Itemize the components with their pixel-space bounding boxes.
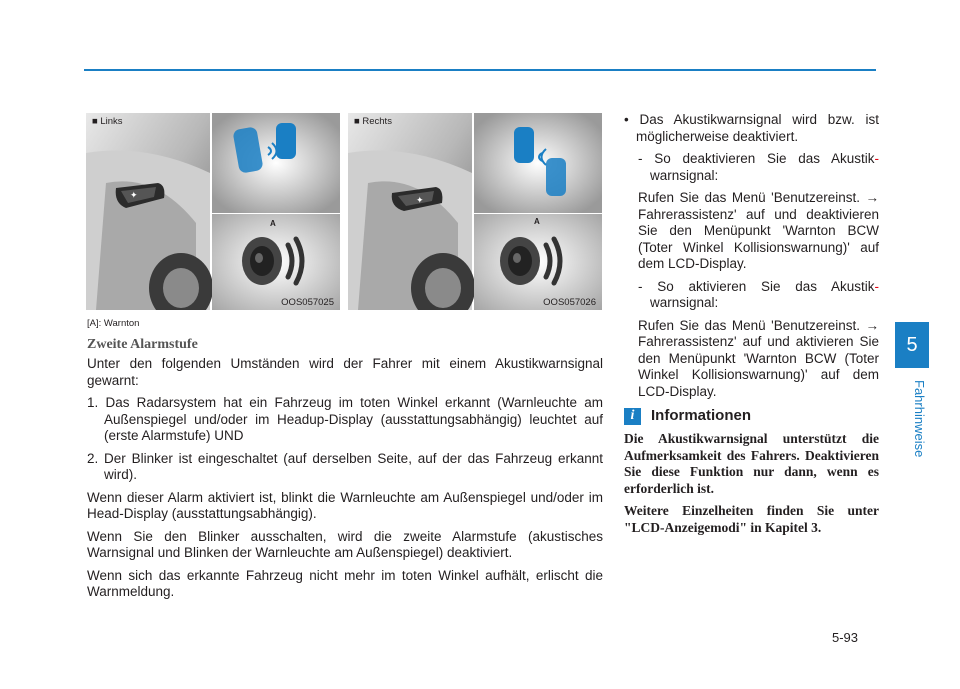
figure-code-right: OOS057026: [543, 297, 596, 308]
figure-label-left: ■ Links: [92, 116, 123, 127]
figure-caption: [A]: Warnton: [87, 318, 140, 329]
info-heading: [624, 408, 879, 425]
info-paragraph-2: Weitere Einzelheiten finden Sie unter "LCD-Anzeigemodi" in Kapitel 3.: [624, 503, 879, 535]
bullet-item: • Das Akustikwarnsignal wird bzw. ist möglicherweise deaktiviert.: [624, 112, 879, 144]
figure-label-right: ■ Rechts: [354, 116, 392, 127]
deactivate-instructions: Rufen Sie das Menü 'Benutzereinst. → Fahrerassistenz' auf und deaktivieren Sie den Menüpunkt 'Warnton BCW (Toter Winkel Kollisionswarnung)' auf dem LCD-Display.: [638, 190, 879, 271]
hyphen-mark: -: [874, 151, 879, 166]
top-rule: [84, 69, 876, 71]
deactivate-step: [624, 151, 879, 184]
left-column: [87, 356, 603, 607]
deactivate-step-cont: warnsignal:: [650, 167, 719, 183]
info-icon: i: [624, 408, 641, 425]
info-paragraph-1: Die Akustikwarnsignal unterstützt die Aufmerksamkeit des Fahrers. Deaktivieren Sie diese Funktion nur dann, wenn es erforderlich ist.: [624, 431, 879, 496]
chapter-title: Fahrhinweise: [912, 380, 927, 458]
paragraph-1: Wenn dieser Alarm aktiviert ist, blinkt die Warnleuchte am Außenspiegel und/oder im Head-Display (ausstattungsabhängig).: [87, 489, 603, 521]
activate-step-cont: warnsignal:: [650, 295, 719, 310]
deactivate-step-text: - So deaktivieren Sie das Akustik: [638, 151, 875, 166]
svg-text:✦: ✦: [130, 191, 138, 201]
activate-step-text: - So aktivieren Sie das Akustik: [638, 278, 875, 294]
figure-code-left: OOS057025: [281, 297, 334, 308]
section-heading: Zweite Alarmstufe: [87, 337, 198, 352]
figure-left: [86, 113, 340, 310]
page-number: 5-93: [832, 630, 859, 645]
right-column: [624, 112, 879, 542]
list-item-1: 1. Das Radarsystem hat ein Fahrzeug im toten Winkel erkannt (Warnleuchte am Außenspiegel und/oder im Headup-Display (ausstattungsabhängig) leuchtet auf (erste Alarmstufe) UND: [87, 395, 603, 443]
hyphen-mark: -: [874, 278, 879, 294]
mirror-illustration-right: [348, 113, 602, 310]
figure-right: [348, 113, 602, 310]
info-title: Informationen: [651, 407, 751, 425]
figure-marker-a-right: A: [534, 217, 540, 226]
intro-paragraph: Unter den folgenden Umständen wird der Fahrer mit einem Akustikwarnsignal gewarnt:: [87, 356, 603, 388]
activate-instructions: Rufen Sie das Menü 'Benutzereinst. → Fahrerassistenz' auf und aktivieren Sie den Menüpunkt 'Warnton BCW (Toter Winkel Kollisionswarnung)' auf dem LCD-Display.: [638, 317, 879, 399]
figure-marker-a-left: A: [270, 219, 276, 228]
activate-step: [624, 279, 879, 312]
mirror-illustration-left: [86, 113, 340, 310]
chapter-tab: 5: [895, 322, 929, 368]
list-item-2: 2. Der Blinker ist eingeschaltet (auf derselben Seite, auf der das Fahrzeug erkannt wird).: [87, 450, 603, 482]
paragraph-2: Wenn Sie den Blinker ausschalten, wird die zweite Alarmstufe (akustisches Warnsignal und Blinken der Warnleuchte am Außenspiegel) deaktiviert.: [87, 528, 603, 560]
svg-text:✦: ✦: [416, 196, 424, 206]
paragraph-3: Wenn sich das erkannte Fahrzeug nicht mehr im toten Winkel aufhält, erlischt die Warnmeldung.: [87, 567, 603, 599]
